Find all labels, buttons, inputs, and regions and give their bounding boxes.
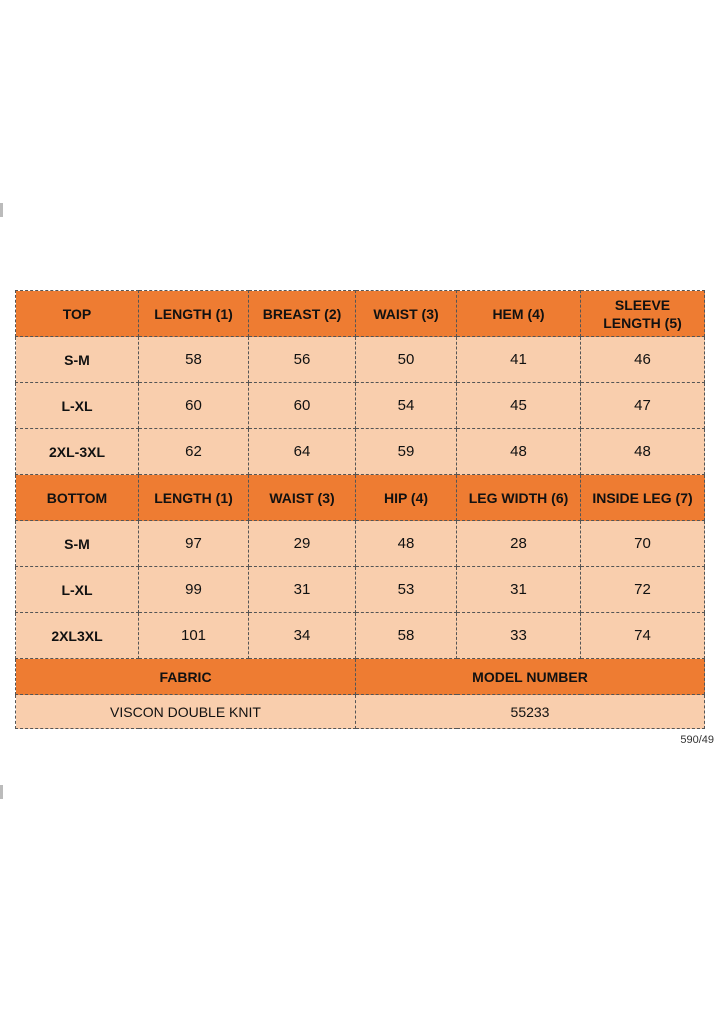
table-cell: 28 [457,521,581,567]
header-cell-leg-width: LEG WIDTH (6) [457,475,581,521]
table-cell: 41 [457,337,581,383]
model-number-value: 55233 [356,695,705,729]
table-row [16,613,705,659]
table-cell: 62 [139,429,249,475]
table-cell: 50 [356,337,457,383]
table-cell: 29 [249,521,356,567]
header-cell-sleeve-length: SLEEVE LENGTH (5) [581,291,705,337]
header-cell-breast: BREAST (2) [249,291,356,337]
table-row [16,383,705,429]
header-cell-bottom: BOTTOM [16,475,139,521]
footer-header-row [16,659,705,695]
size-chart-table [15,290,705,729]
table-cell: 101 [139,613,249,659]
page-number: 590/49 [680,734,714,746]
header-cell-hip: HIP (4) [356,475,457,521]
footer-value-row [16,695,705,729]
table-cell: 46 [581,337,705,383]
table-row [16,567,705,613]
table-cell: 60 [249,383,356,429]
model-number-label: MODEL NUMBER [356,659,705,695]
table-cell: 47 [581,383,705,429]
table-cell: 70 [581,521,705,567]
table-cell: 53 [356,567,457,613]
table-cell: 74 [581,613,705,659]
table-cell: 64 [249,429,356,475]
header-cell-inside-leg: INSIDE LEG (7) [581,475,705,521]
bottom-header-row [16,475,705,521]
table-cell: 31 [249,567,356,613]
top-header-row [16,291,705,337]
table-cell: 33 [457,613,581,659]
header-cell-top: TOP [16,291,139,337]
header-cell-hem: HEM (4) [457,291,581,337]
table-cell: 48 [457,429,581,475]
table-cell: 58 [356,613,457,659]
page-edge-mark [0,785,3,799]
table-cell: 34 [249,613,356,659]
table-cell: 99 [139,567,249,613]
table-cell: 31 [457,567,581,613]
table-cell: 56 [249,337,356,383]
size-label: S-M [16,337,139,383]
table-cell: 60 [139,383,249,429]
table-cell: 97 [139,521,249,567]
table-cell: 45 [457,383,581,429]
table-cell: 48 [356,521,457,567]
table-row [16,429,705,475]
header-cell-length: LENGTH (1) [139,291,249,337]
size-label: L-XL [16,383,139,429]
header-cell-waist: WAIST (3) [249,475,356,521]
header-cell-waist: WAIST (3) [356,291,457,337]
table-cell: 59 [356,429,457,475]
fabric-value: VISCON DOUBLE KNIT [16,695,356,729]
fabric-label: FABRIC [16,659,356,695]
size-label: 2XL-3XL [16,429,139,475]
table-row [16,337,705,383]
header-cell-length: LENGTH (1) [139,475,249,521]
size-label: 2XL3XL [16,613,139,659]
table-cell: 72 [581,567,705,613]
table-row [16,521,705,567]
table-cell: 58 [139,337,249,383]
table-cell: 54 [356,383,457,429]
page-edge-mark [0,203,3,217]
size-label: S-M [16,521,139,567]
size-label: L-XL [16,567,139,613]
table-cell: 48 [581,429,705,475]
